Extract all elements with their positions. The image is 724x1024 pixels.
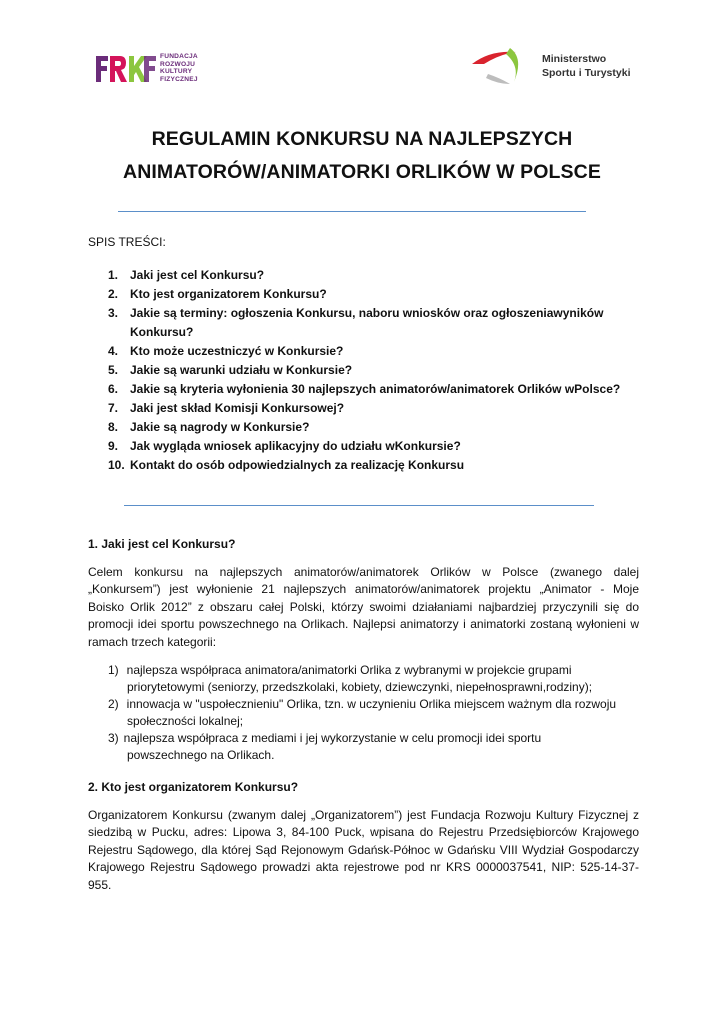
ministry-logo-text: Ministerstwo Sportu i Turystyki [542, 53, 631, 79]
category-list-item-continuation: powszechnego na Orlikach. [127, 748, 275, 762]
toc-item: 10. Kontakt do osób odpowiedzialnych za realizację Konkursu [108, 458, 465, 472]
toc-item: 2. Kto jest organizatorem Konkursu? [108, 287, 327, 301]
toc-item: 1. Jaki jest cel Konkursu? [108, 268, 265, 282]
toc-item: 5. Jakie są warunki udziału w Konkursie? [108, 363, 353, 377]
toc-item: 8. Jakie są nagrody w Konkursie? [108, 420, 310, 434]
toc-item: 3. Jakie są terminy: ogłoszenia Konkursu, naboru wniosków oraz ogłoszeniawyników [108, 306, 604, 320]
toc-item: 6. Jakie są kryteria wyłonienia 30 najlepszych animatorów/animatorek Orlików wPolsce? [108, 382, 621, 396]
document-title-line-2: ANIMATORÓW/ANIMATORKI ORLIKÓW W POLSCE [123, 161, 601, 183]
section-2-paragraph: Organizatorem Konkursu (zwanym dalej „Organizatorem”) jest Fundacja Rozwoju Kultury Fizycznej z siedzibą w Pucku, adres: Lipowa 3, 84-100 Puck, wpisana do Rejestru Przedsiębiorców Krajowego Rejestru Sądowego, dla której Sąd Rejonowym Gdańsk-Północ w Gdańsku VIII Wydział Gospodarczy Krajowego Rejestru Sądowego prowadzi akta rejestrowe pod nr KRS 0000037541, NIP: 525-14-37- 955. [88, 808, 639, 892]
section-2-heading: 2. Kto jest organizatorem Konkursu? [88, 780, 299, 794]
frkf-logo [94, 50, 209, 86]
category-list-item: 3) najlepsza współpraca z mediami i jej wykorzystanie w celu promocji idei sportu [108, 731, 542, 745]
title-divider [118, 211, 586, 212]
toc-item: 9. Jak wygląda wniosek aplikacyjny do udziału wKonkursie? [108, 439, 461, 453]
frkf-logo-text: FUNDACJA ROZWOJU KULTURY FIZYCZNEJ [160, 53, 198, 83]
category-list-item-continuation: priorytetowymi (seniorzy, przedszkolaki, kobiety, dziewczynki, niepełnosprawni,rodziny); [127, 680, 593, 694]
toc-item-continuation: Konkursu? [130, 325, 194, 339]
toc-item: 7. Jaki jest skład Komisji Konkursowej? [108, 401, 345, 415]
toc-divider [124, 505, 594, 506]
toc-heading: SPIS TREŚCI: [88, 235, 166, 249]
document-title-line-1: REGULAMIN KONKURSU NA NAJLEPSZYCH [151, 128, 573, 150]
category-list-item: 2) innowacja w "uspołecznieniu" Orlika, tzn. w uczynieniu Orlika miejscem ważnym dla rozwoju [108, 697, 617, 711]
section-1-heading: 1. Jaki jest cel Konkursu? [88, 537, 236, 551]
frkf-logo-mark [94, 52, 158, 84]
toc-item: 4. Kto może uczestniczyć w Konkursie? [108, 344, 344, 358]
ministry-logo [470, 44, 640, 88]
ministry-swoosh-icon [470, 44, 536, 88]
section-1-paragraph: Celem konkursu na najlepszych animatorów/animatorek Orlików w Polsce (zwanego dalej „Konkursem”) jest wyłonienie 21 najlepszych animatorów/animatorek projektu „Animator - Moje Boisko Orlik 2012” z obszaru całej Polski, którzy swoimi działaniami najbardziej przyczynili się do promocji idei sportu powszechnego na Orlikach. Najlepsi animatorzy i animatorki zostaną wyłonieni w ramach trzech kategorii: [88, 565, 639, 649]
category-list-item-continuation: społeczności lokalnej; [127, 714, 244, 728]
category-list-item: 1) najlepsza współpraca animatora/animatorki Orlika z wybranymi w projekcie grupami [108, 663, 572, 677]
